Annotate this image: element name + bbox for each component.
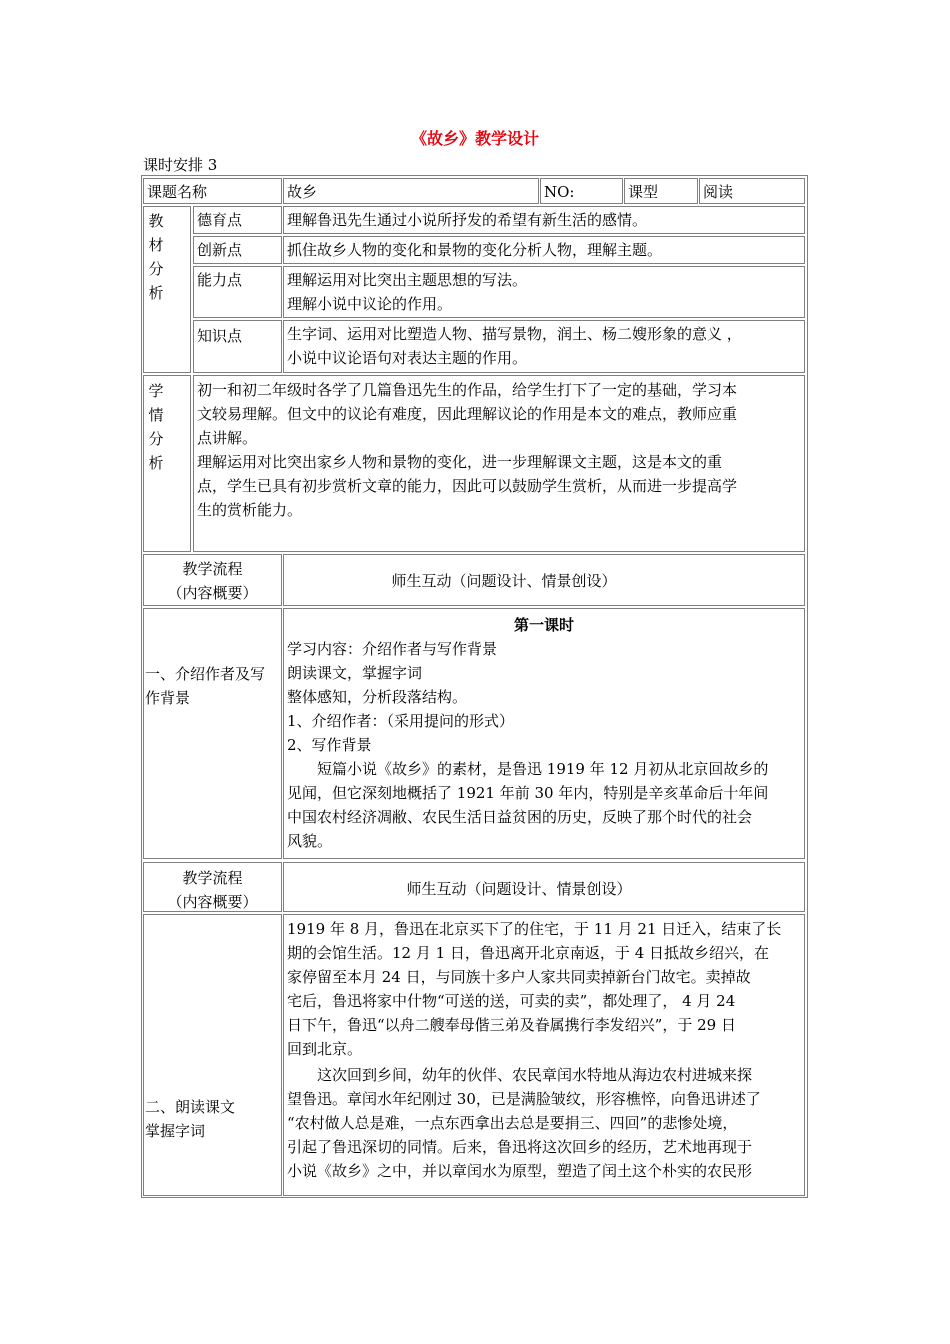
section1-para-line: 见闻，但它深刻地概括了 1921 年前 30 年内，特别是辛亥革命后十年间 bbox=[287, 784, 769, 802]
section1-line: 整体感知，分析段落结构。 bbox=[287, 688, 468, 706]
learner-analysis-text-cell bbox=[193, 375, 805, 552]
section2-content-cell bbox=[283, 914, 805, 1196]
type-value: 阅读 bbox=[703, 183, 734, 201]
flow-header-left-cell bbox=[143, 554, 282, 606]
ability-point-line: 理解运用对比突出主题思想的写法。 bbox=[287, 271, 528, 289]
section1-para-line: 短篇小说《故乡》的素材，是鲁迅 1919 年 12 月初从北京回故乡的 bbox=[317, 760, 769, 778]
document-title: 《故乡》教学设计 bbox=[410, 129, 539, 148]
section2-para1-line: 1919 年 8 月，鲁迅在北京买下了的住宅，于 11 月 21 日迁入，结束了长 bbox=[287, 920, 782, 938]
name-value: 故乡 bbox=[287, 183, 318, 201]
section2-para1-line: 家停留至本月 24 日，与同族十多户人家共同卖掉新台门故宅。卖掉故 bbox=[287, 968, 751, 986]
knowledge-point-line: 小说中议论语句对表达主题的作用。 bbox=[287, 349, 528, 367]
flow-header-subtitle: （内容概要） bbox=[167, 584, 258, 602]
knowledge-point-text-cell bbox=[283, 320, 805, 373]
section2-label-line: 掌握字词 bbox=[145, 1122, 206, 1140]
innovation-point-label: 创新点 bbox=[197, 241, 243, 259]
material-char: 分 bbox=[148, 260, 164, 278]
material-char: 析 bbox=[148, 284, 164, 302]
learner-char: 学 bbox=[148, 382, 164, 400]
no-label: NO: bbox=[544, 183, 575, 201]
flow-header-interaction: 师生互动（问题设计、情景创设） bbox=[391, 572, 617, 590]
flow-header-left-cell-2 bbox=[143, 862, 282, 912]
innovation-point-text: 抓住故乡人物的变化和景物的变化分析人物，理解主题。 bbox=[287, 241, 663, 259]
flow-header-interaction: 师生互动（问题设计、情景创设） bbox=[406, 880, 632, 898]
material-analysis-label-cell bbox=[143, 206, 191, 373]
section1-para-line: 风貌。 bbox=[287, 832, 333, 850]
section1-line: 1、介绍作者：（采用提问的形式） bbox=[287, 712, 515, 730]
section2-para2-line: 这次回到乡间，幼年的伙伴、农民章闰水特地从海边农村进城来探 bbox=[317, 1066, 753, 1084]
section1-label-cell bbox=[143, 608, 282, 859]
schedule-label: 课时安排 3 bbox=[143, 156, 218, 174]
section1-line: 朗读课文，掌握字词 bbox=[287, 664, 423, 682]
section1-line: 2、写作背景 bbox=[287, 736, 372, 754]
name-label: 课题名称 bbox=[147, 183, 208, 201]
flow-header-right-cell bbox=[283, 554, 805, 606]
section1-label-line: 作背景 bbox=[145, 689, 191, 707]
type-label-cell bbox=[624, 178, 698, 204]
moral-point-text: 理解鲁迅先生通过小说所抒发的希望有新生活的感情。 bbox=[287, 211, 648, 229]
learner-line: 点讲解。 bbox=[197, 429, 258, 447]
name-label-cell bbox=[143, 178, 282, 204]
flow-header-title: 教学流程 bbox=[182, 560, 243, 578]
section2-para1-line: 期的会馆生活。12 月 1 日，鲁迅离开北京南返，于 4 日抵故乡绍兴，在 bbox=[287, 944, 770, 962]
learner-line: 初一和初二年级时各学了几篇鲁迅先生的作品，给学生打下了一定的基础，学习本 bbox=[197, 381, 738, 399]
section1-line: 学习内容：介绍作者与写作背景 bbox=[287, 640, 498, 658]
ability-point-label-cell bbox=[193, 266, 282, 318]
flow-header-right-cell-2 bbox=[283, 862, 805, 912]
section1-label-line: 一、介绍作者及写 bbox=[145, 665, 266, 683]
section2-para1-line: 日下午，鲁迅“以舟二艘奉母偕三弟及眷属携行李发绍兴”，于 29 日 bbox=[287, 1016, 736, 1034]
section1-para-line: 中国农村经济凋敝、农民生活日益贫困的历史，反映了那个时代的社会 bbox=[287, 808, 753, 826]
learner-char: 析 bbox=[148, 454, 164, 472]
ability-point-label: 能力点 bbox=[197, 271, 243, 289]
innovation-point-label-cell bbox=[193, 236, 282, 264]
learner-analysis-label-cell bbox=[143, 375, 191, 552]
name-value-cell bbox=[283, 178, 539, 204]
learner-line: 文较易理解。但文中的议论有难度，因此理解议论的作用是本文的难点，教师应重 bbox=[197, 405, 738, 423]
knowledge-point-line: 生字词、运用对比塑造人物、描写景物，润土、杨二嫂形象的意义 ， bbox=[287, 325, 742, 343]
moral-point-text-cell bbox=[283, 206, 805, 234]
learner-line: 理解运用对比突出家乡人物和景物的变化，进一步理解课文主题，这是本文的重 bbox=[197, 453, 723, 471]
section2-para2-line: 望鲁迅。章闰水年纪刚过 30，已是满脸皱纹，形容樵悴，向鲁迅讲述了 bbox=[287, 1090, 761, 1108]
moral-point-label: 德育点 bbox=[197, 211, 243, 229]
knowledge-point-label-cell bbox=[193, 320, 282, 373]
section2-para2-line: “农村做人总是难，一点东西拿出去总是要捐三、四回”的悲惨处境， bbox=[287, 1114, 738, 1132]
section2-para2-line: 小说《故乡》之中，并以章闰水为原型，塑造了闰土这个朴实的农民形 bbox=[287, 1162, 753, 1180]
ability-point-line: 理解小说中议论的作用。 bbox=[287, 295, 453, 313]
section2-label-cell bbox=[143, 914, 282, 1196]
learner-line: 生的赏析能力。 bbox=[197, 501, 303, 519]
innovation-point-text-cell bbox=[283, 236, 805, 264]
lesson-heading: 第一课时 bbox=[513, 616, 574, 634]
learner-char: 情 bbox=[148, 406, 164, 424]
learner-char: 分 bbox=[148, 430, 164, 448]
section2-label-line: 二、朗读课文 bbox=[145, 1098, 236, 1116]
type-value-cell bbox=[699, 178, 805, 204]
section2-para2-line: 引起了鲁迅深切的同情。后来，鲁迅将这次回乡的经历，艺术地再现于 bbox=[287, 1138, 753, 1156]
moral-point-label-cell bbox=[193, 206, 282, 234]
ability-point-text-cell bbox=[283, 266, 805, 318]
section2-para1-line: 回到北京。 bbox=[287, 1040, 363, 1058]
no-cell bbox=[540, 178, 623, 204]
material-char: 材 bbox=[148, 236, 164, 254]
knowledge-point-label: 知识点 bbox=[197, 327, 243, 345]
section2-para1-line: 宅后，鲁迅将家中什物“可送的送，可卖的卖”，都处理了， 4 月 24 bbox=[287, 992, 736, 1010]
flow-header-subtitle: （内容概要） bbox=[167, 893, 258, 911]
flow-header-title: 教学流程 bbox=[182, 869, 243, 887]
type-label: 课型 bbox=[628, 183, 659, 201]
section1-content-cell bbox=[283, 608, 805, 859]
material-char: 教 bbox=[148, 212, 164, 230]
learner-line: 点，学生已具有初步赏析文章的能力，因此可以鼓励学生赏析，从而进一步提高学 bbox=[197, 477, 738, 495]
